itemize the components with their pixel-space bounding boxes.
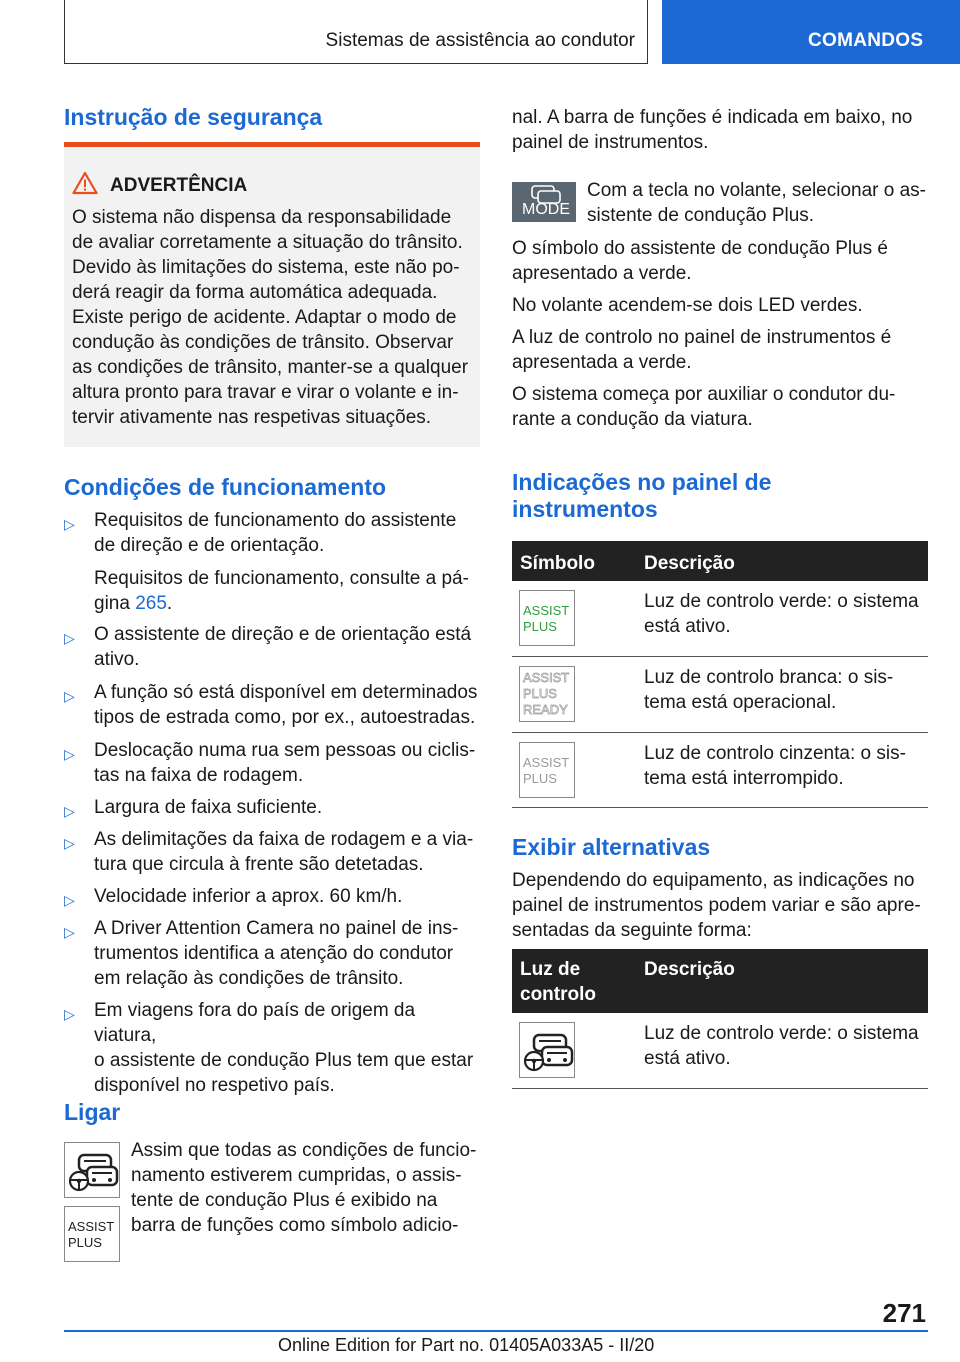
mode-text: Com a tecla no volante, selecionar o as- sistente de condução Plus. [587,180,927,226]
assist-plus-ready-white-icon: ASSIST PLUS READY [519,666,575,722]
warning-box [64,142,480,447]
assist-plus-grey-icon: ASSIST PLUS [519,742,575,798]
table-row: ASSIST PLUS Luz de controlo verde: o sistema está ativo. [512,581,928,657]
ligar-continued-text: nal. A barra de funções é indicada em baixo, no painel de instrumentos. [512,107,913,153]
header-chapter-title: COMANDOS [808,30,924,51]
bullet-triangle-icon: ▷ [64,892,75,908]
page-link[interactable]: 265 [135,593,167,614]
bullet-triangle-icon: ▷ [64,746,75,762]
assist-plus-icon: ASSIST PLUS [64,1206,120,1262]
indicators-heading: Indicações no painel de instrumentos [512,469,772,522]
bullet-triangle-icon: ▷ [64,803,75,819]
bullet-triangle-icon: ▷ [64,835,75,851]
alternatives-text: Dependendo do equipamento, as indicações no painel de instrumentos podem variar e são apre- sentadas da seguinte forma: [512,870,921,941]
page-number: 271 [882,1298,926,1328]
warning-line: as condições de trânsito, manter-se a qualquer [72,357,469,378]
driving-assistant-car-icon [64,1142,120,1198]
warning-line: derá reagir da forma automática adequada. [72,282,438,303]
warning-line: O sistema não dispensa da responsabilidade [72,207,452,228]
ligar-para: O sistema começa por auxiliar o condutor du- rante a condução da viatura. [512,384,896,430]
warning-line: Devido às limitações do sistema, este não po- [72,257,460,278]
table-row: ASSIST PLUS READY Luz de controlo branca: o sis- tema está operacional. [512,657,928,733]
table-row: ASSIST PLUS Luz de controlo cinzenta: o sis- tema está interrompido. [512,733,928,808]
ligar-para: A luz de controlo no painel de instrumentos é apresentada a verde. [512,327,892,373]
warning-line: altura pronto para travar e virar o volante e in- [72,382,459,403]
warning-line: condução às condições de trânsito. Observar [72,332,454,353]
ligar-text: Assim que todas as condições de funcio- namento estiverem cumpridas, o assis- tente de condução Plus é exibido na barra de funções como símbolo adicio- [131,1140,477,1236]
conditions-heading: Condições de funcionamento [64,474,387,500]
bullet-triangle-icon: ▷ [64,630,75,646]
alternatives-heading: Exibir alternativas [512,834,711,860]
bullet-triangle-icon: ▷ [64,1006,75,1022]
warning-text [72,205,476,430]
header-section-title: Sistemas de assistência ao condutor [325,30,635,51]
warning-triangle-icon [72,171,98,195]
header-chapter-tab[interactable] [662,0,960,64]
ligar-heading: Ligar [64,1099,121,1125]
warning-line: tervir ativamente nas respetivas situações. [72,407,432,428]
table-row: Luz de controlo verde: o sistema está ativo. [512,1013,928,1089]
header-section-box [64,0,648,64]
footer-divider [64,1330,928,1332]
safety-heading: Instrução de segurança [64,104,323,130]
driving-assistant-green-car-icon [519,1022,575,1078]
warning-line: Existe perigo de acidente. Adaptar o modo de [72,307,457,328]
assist-plus-green-icon: ASSIST PLUS [519,590,575,646]
bullet-triangle-icon: ▷ [64,688,75,704]
ligar-para: No volante acendem-se dois LED verdes. [512,295,863,316]
mode-button-icon: MODE [512,182,576,222]
ligar-para: O símbolo do assistente de condução Plus é apresentado a verde. [512,238,889,284]
bullet-triangle-icon: ▷ [64,516,75,532]
warning-label: ADVERTÊNCIA [110,175,248,196]
table-header: Luz de controlo Descrição [512,949,928,1013]
table-header: Símbolo Descrição [512,541,928,581]
footer-edition: Online Edition for Part no. 01405A033A5 - II/20 [278,1335,655,1355]
warning-line: de avaliar corretamente a situação do trânsito. [72,232,463,253]
bullet-triangle-icon: ▷ [64,924,75,940]
